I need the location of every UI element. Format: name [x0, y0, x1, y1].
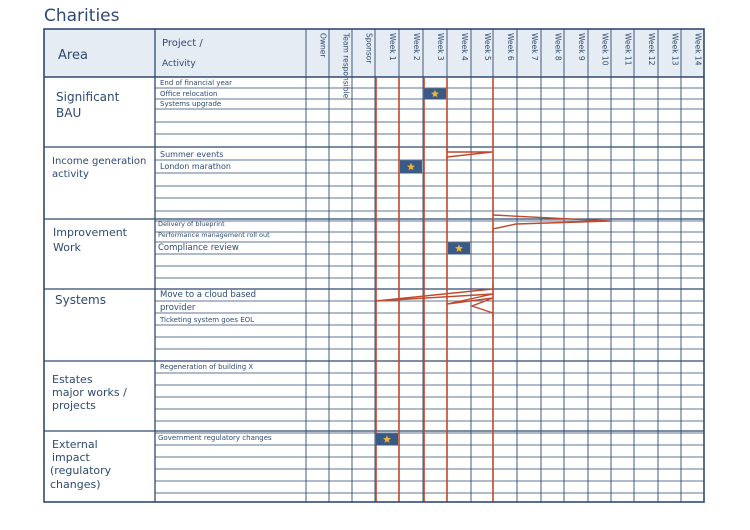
area-label: Systems — [55, 293, 106, 307]
column-header: Week 3 — [436, 33, 445, 61]
area-header: Area — [58, 48, 88, 63]
task-label: Delivery of blueprint — [158, 220, 225, 228]
area-label: Estates — [52, 373, 93, 386]
task-label: Move to a cloud based — [160, 290, 257, 300]
task-labels — [158, 79, 272, 442]
column-header: Week 6 — [506, 33, 515, 61]
area-label: (regulatory — [50, 464, 112, 477]
activity-header: Activity — [162, 59, 196, 69]
progress-zigzag — [447, 147, 492, 160]
task-label: Government regulatory changes — [158, 434, 272, 442]
area-label: projects — [52, 399, 96, 412]
area-label: impact — [52, 451, 90, 464]
area-label: activity — [52, 169, 89, 180]
column-header: Week 9 — [577, 33, 586, 61]
column-header: Week 13 — [670, 33, 680, 66]
task-label: Regeneration of building X — [160, 363, 254, 371]
task-label: End of financial year — [160, 79, 232, 87]
column-header: Week 11 — [623, 33, 633, 66]
task-label: Summer events — [160, 150, 224, 159]
column-header: Week 7 — [530, 33, 539, 61]
task-label: Office relocation — [160, 90, 218, 98]
area-label: Income generation — [52, 156, 147, 167]
column-header: Sponsor — [364, 33, 374, 64]
area-label: major works / — [52, 386, 127, 399]
column-header: Owner — [318, 33, 328, 58]
task-label: Ticketing system goes EOL — [160, 316, 255, 324]
project-header: Project / — [162, 38, 203, 49]
column-header: Week 10 — [600, 33, 610, 66]
progress-zigzag — [493, 215, 610, 233]
task-label: provider — [160, 303, 196, 313]
column-header: Week 14 — [693, 33, 703, 66]
area-label: Work — [53, 241, 81, 254]
area-label: External — [52, 438, 98, 451]
column-header: Week 1 — [388, 33, 397, 61]
column-header: Week 2 — [412, 33, 421, 61]
area-label: changes) — [50, 478, 101, 491]
area-label: BAU — [56, 106, 82, 120]
column-header: Week 12 — [647, 33, 656, 66]
task-label: London marathon — [160, 162, 231, 171]
task-label: Systems upgrade — [160, 100, 222, 108]
column-header: Team responsible — [341, 33, 351, 99]
column-header: Week 8 — [553, 33, 563, 61]
area-label: Improvement — [53, 226, 127, 239]
task-label: Compliance review — [158, 243, 239, 253]
page-title: Charities — [44, 6, 120, 26]
area-label: Significant — [56, 90, 120, 104]
grid-lines — [44, 29, 704, 502]
task-label: Performance management roll out — [158, 231, 270, 239]
column-header: Week 5 — [483, 33, 492, 61]
column-header: Week 4 — [460, 33, 469, 61]
